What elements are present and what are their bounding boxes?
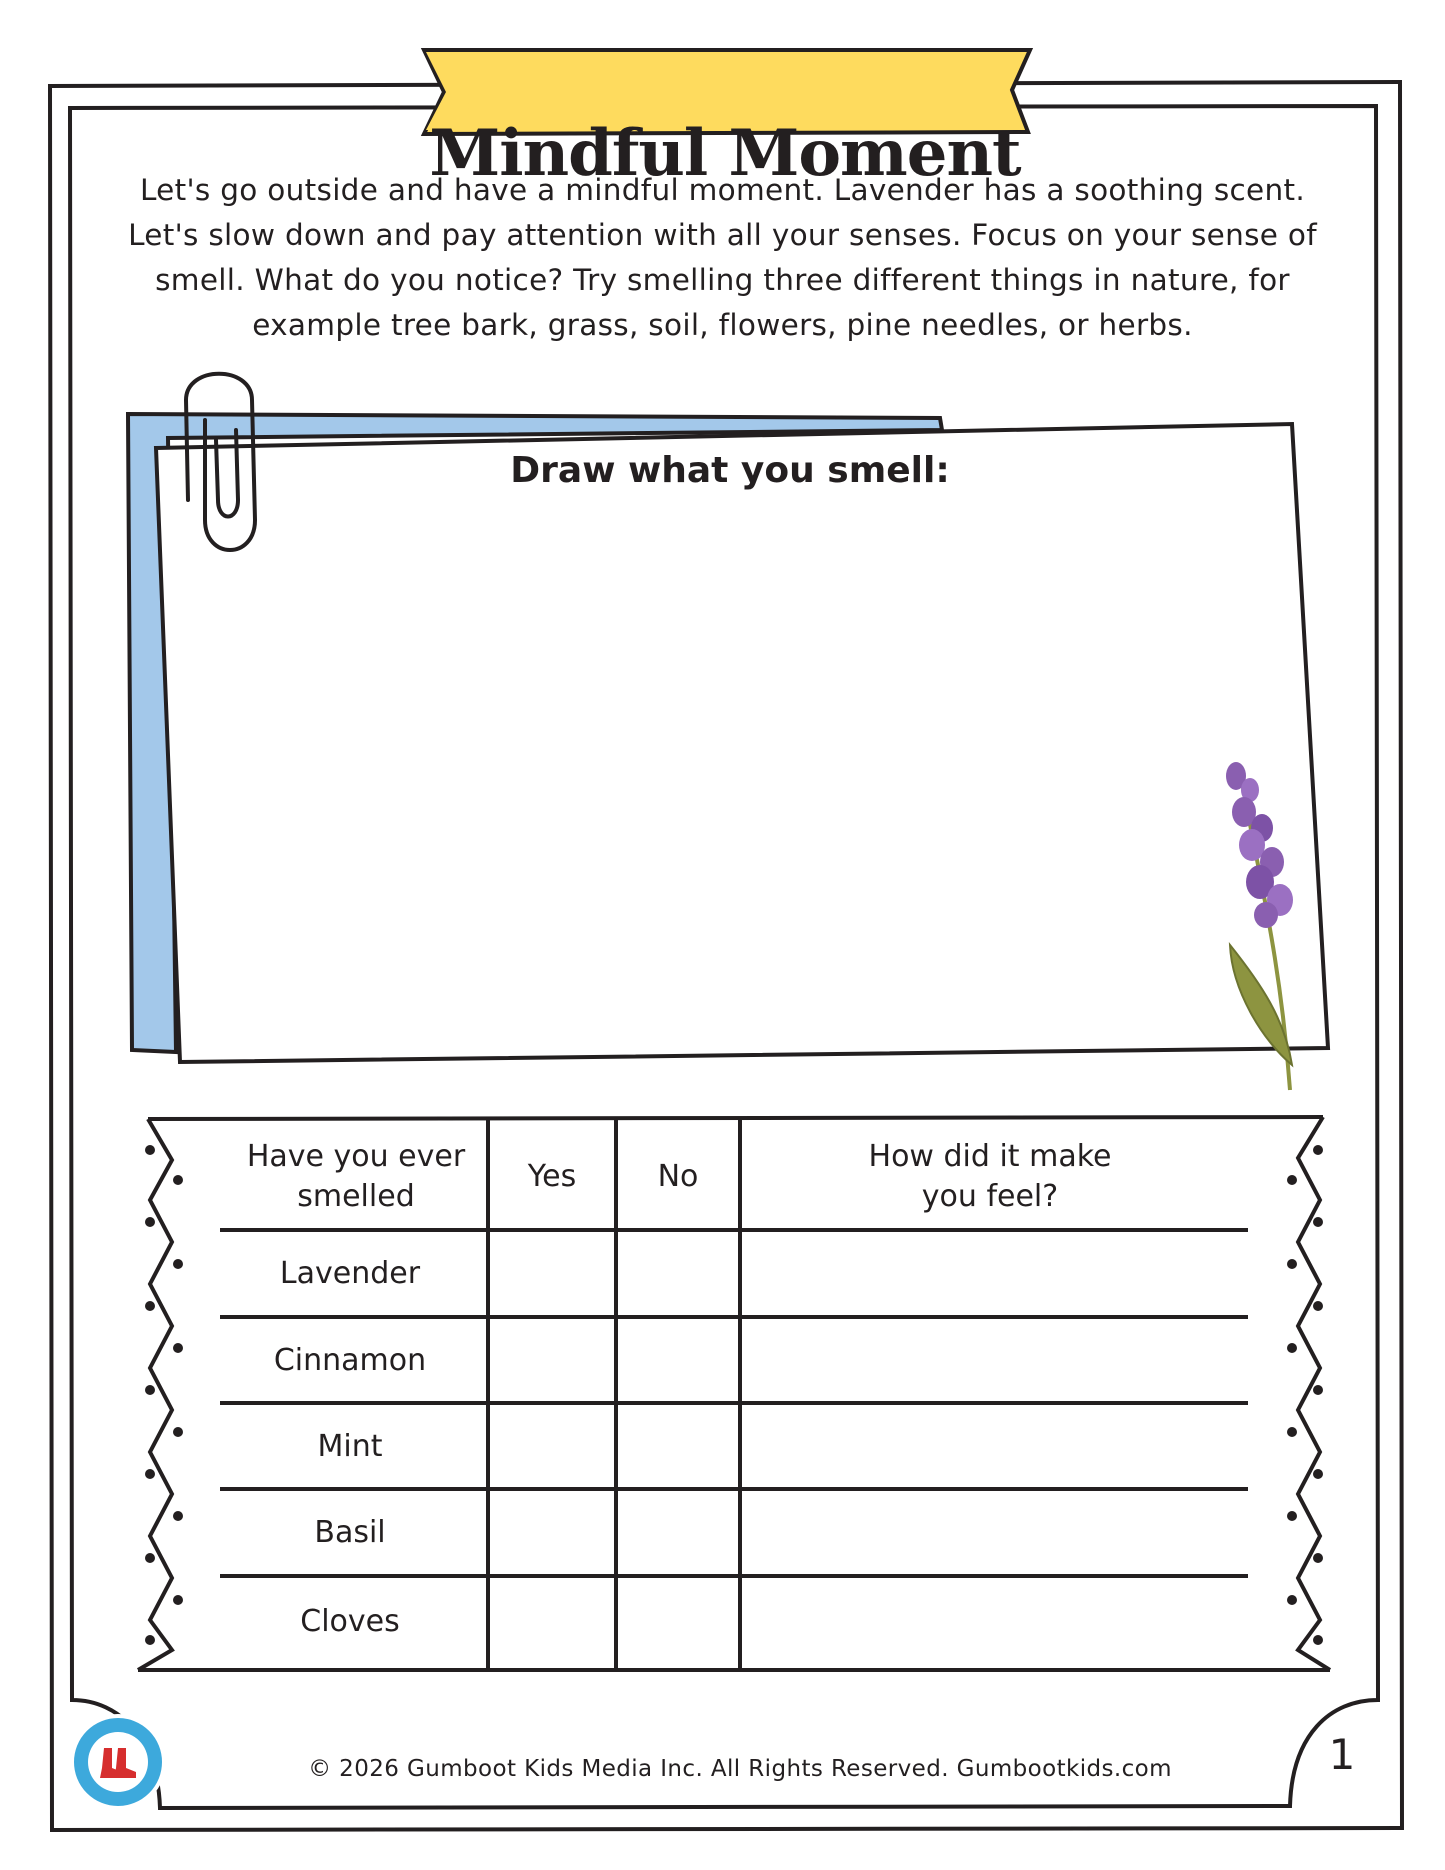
page-number: 1 — [1328, 1730, 1356, 1779]
feel-cell-cloves[interactable] — [744, 1580, 1244, 1664]
feel-cell-cinnamon[interactable] — [744, 1321, 1244, 1401]
feel-cell-basil[interactable] — [744, 1493, 1244, 1573]
feel-cell-mint[interactable] — [744, 1407, 1244, 1487]
row-label-cloves: Cloves — [300, 1604, 400, 1639]
table-header-yes: Yes — [527, 1159, 577, 1194]
intro-paragraph: Let's go outside and have a mindful moment. Lavender has a soothing scent. Let's slow down and pay attention with all your senses. Focus on your sense of smell. What do you notice? Try smelling three different things in nature, for example tree bark, grass, soil, flowers, pine needles, or herbs. — [128, 173, 1317, 342]
yes-cell-cinnamon[interactable] — [492, 1321, 612, 1401]
table-left-zigzag — [138, 1119, 172, 1670]
draw-heading: Draw what you smell: — [510, 450, 950, 491]
row-label-mint: Mint — [317, 1429, 383, 1464]
page-title: Mindful Moment — [429, 115, 1021, 191]
yes-cell-basil[interactable] — [492, 1493, 612, 1573]
table-header-item: Have you ever smelled — [246, 1139, 466, 1214]
table-header-no: No — [657, 1159, 699, 1194]
yes-cell-lavender[interactable] — [492, 1234, 612, 1314]
no-cell-cinnamon[interactable] — [620, 1321, 736, 1401]
yes-cell-mint[interactable] — [492, 1407, 612, 1487]
footer-copyright: © 2026 Gumboot Kids Media Inc. All Rights Reserved. Gumbootkids.com — [308, 1756, 1172, 1782]
row-label-basil: Basil — [314, 1515, 386, 1550]
no-cell-lavender[interactable] — [620, 1234, 736, 1314]
yes-cell-cloves[interactable] — [492, 1580, 612, 1664]
table-right-zigzag — [1298, 1117, 1330, 1670]
row-label-lavender: Lavender — [279, 1256, 421, 1291]
no-cell-basil[interactable] — [620, 1493, 736, 1573]
gumboot-kids-logo — [72, 1716, 164, 1808]
no-cell-mint[interactable] — [620, 1407, 736, 1487]
row-label-cinnamon: Cinnamon — [273, 1343, 427, 1378]
no-cell-cloves[interactable] — [620, 1580, 736, 1664]
table-header-feel: How did it make you feel? — [868, 1139, 1112, 1214]
drawing-area[interactable] — [190, 510, 1280, 1030]
feel-cell-lavender[interactable] — [744, 1234, 1244, 1314]
